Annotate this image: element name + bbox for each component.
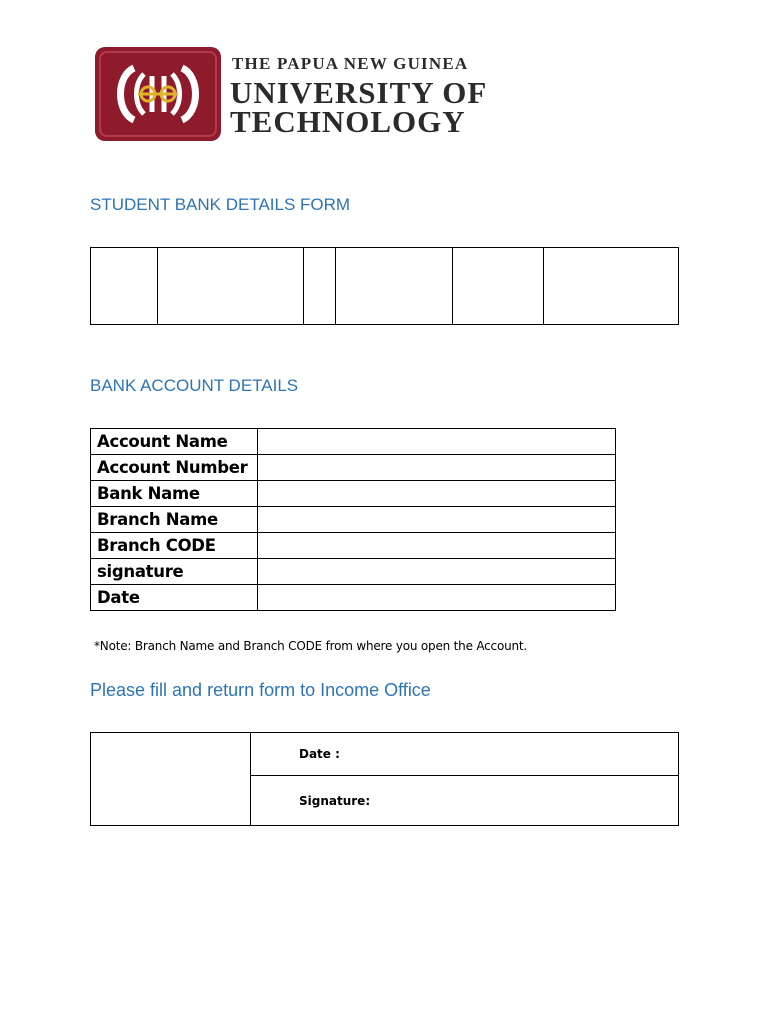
logo-text-line1: THE PAPUA NEW GUINEA xyxy=(232,54,469,73)
account-name-field[interactable] xyxy=(258,429,616,455)
office-signature-label: Signature: xyxy=(299,793,371,808)
account-number-field[interactable] xyxy=(258,455,616,481)
bank-account-table xyxy=(90,428,616,611)
branch-code-field[interactable] xyxy=(258,533,616,559)
table-row xyxy=(91,481,616,507)
form-title: STUDENT BANK DETAILS FORM xyxy=(90,195,351,214)
student-id-box[interactable] xyxy=(91,248,158,325)
table-row xyxy=(91,585,616,611)
table-row xyxy=(91,507,616,533)
student-id-box[interactable] xyxy=(453,248,544,325)
university-crest-icon xyxy=(94,46,222,142)
income-office-box xyxy=(90,732,679,826)
signature-field[interactable] xyxy=(258,559,616,585)
student-id-box[interactable] xyxy=(304,248,336,325)
logo-text-line3: TECHNOLOGY xyxy=(230,104,466,139)
field-label-bank-name: Bank Name xyxy=(91,481,258,507)
office-date-field[interactable] xyxy=(251,733,679,776)
office-date-label: Date : xyxy=(299,747,340,761)
field-label-branch-name: Branch Name xyxy=(91,507,258,533)
bank-name-field[interactable] xyxy=(258,481,616,507)
branch-name-field[interactable] xyxy=(258,507,616,533)
date-field[interactable] xyxy=(258,585,616,611)
field-label-account-name: Account Name xyxy=(91,429,258,455)
logo-text-line2: UNIVERSITY OF xyxy=(230,75,488,110)
office-signature-field[interactable] xyxy=(251,776,679,826)
bank-section-title: BANK ACCOUNT DETAILS xyxy=(90,376,299,395)
student-id-box[interactable] xyxy=(158,248,304,325)
field-label-signature: signature xyxy=(91,559,258,585)
office-stamp-area[interactable] xyxy=(91,733,251,826)
table-row xyxy=(91,559,616,585)
field-label-date: Date xyxy=(91,585,258,611)
branch-note: *Note: Branch Name and Branch CODE from where you open the Account. xyxy=(94,639,528,653)
student-id-box[interactable] xyxy=(544,248,679,325)
field-label-branch-code: Branch CODE xyxy=(91,533,258,559)
field-label-account-number: Account Number xyxy=(91,455,258,481)
table-row xyxy=(91,429,616,455)
table-row xyxy=(91,455,616,481)
table-row xyxy=(91,533,616,559)
student-id-boxes xyxy=(90,247,679,325)
return-instruction: Please fill and return form to Income Office xyxy=(90,680,431,700)
student-id-box[interactable] xyxy=(336,248,453,325)
university-logo xyxy=(94,46,614,142)
